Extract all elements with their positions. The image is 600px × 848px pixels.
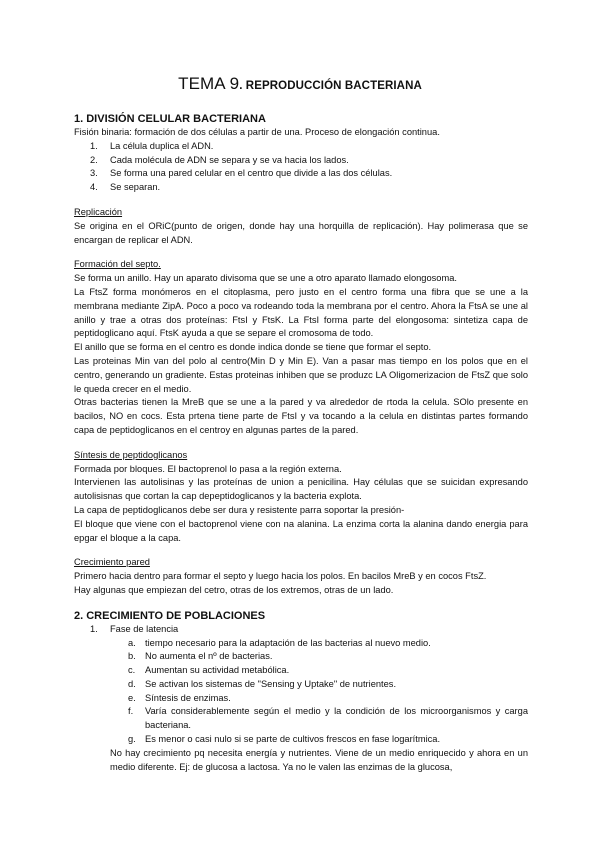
- list-item: d. Se activan los sistemas de "Sensing y Uptake" de nutrientes.: [128, 678, 397, 689]
- title-text: . REPRODUCCIÓN BACTERIANA: [239, 80, 422, 92]
- list-item: 4. Se separan.: [90, 182, 161, 193]
- list-item: 1. Fase de latencia: [90, 623, 179, 634]
- phase-list: [74, 623, 528, 637]
- list-item: 3. Se forma una pared celular en el centro que divide a las dos células.: [90, 168, 393, 179]
- list-item: f. Varía considerablemente según el medio y la condición de los microorganismos y carga bacteriana.: [128, 706, 528, 731]
- crecimiento-paragraph: Hay algunas que empiezan del cetro, otras de los extremos, otras de un lado.: [74, 584, 394, 595]
- list-item: g. Es menor o casi nulo si se parte de cultivos frescos en fase logarítmica.: [128, 734, 441, 745]
- sintesis-heading: Síntesis de peptidoglicanos: [74, 449, 188, 460]
- sintesis-paragraph: Intervienen las autolisinas y las proteínas de union a penicilina. Hay células que se suicidan expresando autolisisnas que cortan la cap depeptidoglicanos y la bacteria explota.: [74, 477, 528, 502]
- section-2-heading: 2. CRECIMIENTO DE POBLACIONES: [74, 609, 266, 622]
- septo-paragraph: La FtsZ forma monómeros en el citoplasma, pero justo en el centro forma una fibra que se une a la membrana mediante ZipA. Poco a poco va rodeando toda la membrana por el centro. Ahora la FtsA se une al anillo y trae a otras dos proteínas: FtsI y FtsK. La FtsI forma parte del elongosoma: sintetiza capa de peptidoglicano aquí. FtsK ayuda a que se separe el cromosoma de todo.: [74, 286, 528, 339]
- list-item: a. tiempo necesario para la adaptación de las bacterias al nuevo medio.: [128, 637, 431, 648]
- septo-heading: Formación del septo.: [74, 259, 161, 270]
- sintesis-paragraph: Formada por bloques. El bactoprenol lo pasa a la región externa.: [74, 463, 342, 474]
- septo-paragraph: Otras bacterias tienen la MreB que se une a la pared y va alrededor de rtoda la celula. SOlo presente en bacilos, NO en cocs. Esta prtena tiene parte de FtsI y va tocando a la celula en distintas partes formando capa de peptidoglicanos en el centroy en algunas partes de la pared.: [74, 397, 528, 435]
- sintesis-paragraph: El bloque que viene con el bactoprenol viene con na alanina. La enzima corta la alanina dando energia para epgar el bloque a la capa.: [74, 518, 528, 543]
- list-item: e. Síntesis de enzimas.: [128, 692, 231, 703]
- title-number: TEMA 9: [178, 74, 240, 93]
- section-1-intro: Fisión binaria: formación de dos células a partir de una. Proceso de elongación continua.: [74, 127, 440, 137]
- latency-items-list: [74, 637, 528, 747]
- crecimiento-paragraph: Primero hacia dentro para formar el septo y luego hacia los polos. En bacilos MreB y en cocos FtsZ.: [74, 571, 487, 582]
- sintesis-paragraph: La capa de peptidoglicanos debe ser dura y resistente parra soportar la presión-: [74, 504, 405, 515]
- list-item: b. No aumenta el nº de bacterias.: [128, 651, 273, 662]
- replicacion-heading: Replicación: [74, 206, 123, 217]
- division-steps-list: [74, 140, 528, 195]
- list-item: 1. La célula duplica el ADN.: [90, 140, 214, 151]
- section-1-heading: 1. DIVISIÓN CELULAR BACTERIANA: [74, 113, 266, 125]
- septo-paragraph: El anillo que se forma en el centro es donde indica donde se tiene que formar el septo.: [74, 342, 432, 353]
- crecimiento-heading: Crecimiento pared: [74, 557, 150, 568]
- latency-closing-paragraph: No hay crecimiento pq necesita energía y nutrientes. Viene de un medio enriquecido y ahora en un medio diferente. Ej: de glucosa a lactosa. Ya no le valen las enzimas de la glucosa,: [110, 747, 528, 772]
- septo-paragraph: Se forma un anillo. Hay un aparato divisoma que se une a otro aparato llamado elongosoma.: [74, 273, 457, 284]
- septo-paragraph: Las proteinas Min van del polo al centro(Min D y Min E). Van a pasar mas tiempo en los polos que en el centro, generando un gradiente. Estas proteinas inhiben que se produzc LA Oligomerizacion de FtsZ que solo le queda crecer en el medio.: [74, 355, 528, 394]
- document-body: [74, 112, 528, 774]
- list-item: 2. Cada molécula de ADN se separa y se va hacia los lados.: [90, 154, 349, 165]
- list-item: c. Aumentan su actividad metabólica.: [128, 665, 290, 676]
- page-title: [0, 74, 600, 94]
- replicacion-text: Se origina en el ORiC(punto de origen, donde hay una horquilla de replicación). Hay polimerasa que se encargan de replicar el ADN.: [74, 220, 528, 245]
